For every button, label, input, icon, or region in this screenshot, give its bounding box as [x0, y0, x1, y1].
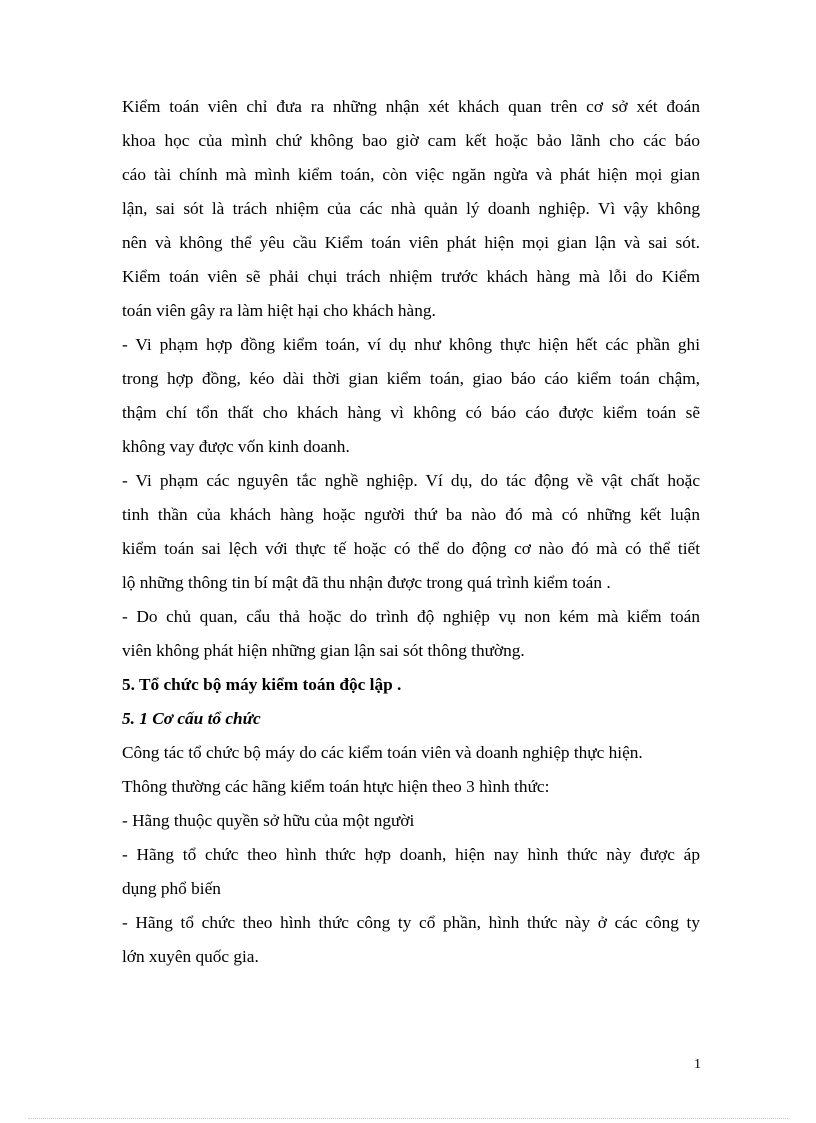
text-line: Kiểm toán viên chỉ đưa ra những nhận xét khách quan trên cơ sở xét đoán: [122, 97, 700, 116]
text-line: Công tác tổ chức bộ máy do các kiểm toán viên và doanh nghiệp thực hiện.: [122, 743, 643, 762]
text-line: - Vi phạm hợp đồng kiểm toán, ví dụ như không thực hiện hết các phần ghi: [122, 335, 700, 354]
text-line: khoa học của mình chứ không bao giờ cam kết hoặc bảo lãnh cho các báo: [122, 131, 700, 150]
text-line: - Do chủ quan, cẩu thả hoặc do trình độ nghiệp vụ non kém mà kiểm toán: [122, 607, 700, 626]
text-line: trong hợp đồng, kéo dài thời gian kiểm toán, giao báo cáo kiểm toán chậm,: [122, 369, 700, 388]
text-line: - Hãng tổ chức theo hình thức công ty cổ phần, hình thức này ở các công ty: [122, 913, 700, 932]
page-bottom-divider: [28, 1118, 788, 1119]
text-line: toán viên gây ra làm hiệt hại cho khách hàng.: [122, 301, 436, 320]
text-line: - Vi phạm các nguyên tắc nghề nghiệp. Ví dụ, do tác động về vật chất hoặc: [122, 471, 700, 490]
page-number: 1: [694, 1057, 701, 1072]
text-line: không vay được vốn kinh doanh.: [122, 437, 350, 456]
text-line: - Hãng tổ chức theo hình thức hợp doanh, hiện nay hình thức này được áp: [122, 845, 700, 864]
text-line: lớn xuyên quốc gia.: [122, 947, 259, 966]
text-line: thậm chí tổn thất cho khách hàng vì không có báo cáo được kiểm toán sẽ: [122, 403, 700, 422]
text-line: Thông thường các hãng kiểm toán htực hiện theo 3 hình thức:: [122, 777, 550, 796]
text-line: lận, sai sót là trách nhiệm của các nhà quản lý doanh nghiệp. Vì vậy không: [122, 199, 700, 218]
text-line: Kiểm toán viên sẽ phải chụi trách nhiệm trước khách hàng mà lỗi do Kiểm: [122, 267, 700, 286]
text-line: cáo tài chính mà mình kiểm toán, còn việc ngăn ngừa và phát hiện mọi gian: [122, 165, 700, 184]
subsection-heading: 5. 1 Cơ cấu tổ chức: [122, 709, 261, 728]
text-line: viên không phát hiện những gian lận sai sót thông thường.: [122, 641, 525, 660]
text-line: kiểm toán sai lệch với thực tế hoặc có thể do động cơ nào đó mà có thể tiết: [122, 539, 700, 558]
section-heading: 5. Tổ chức bộ máy kiểm toán độc lập .: [122, 675, 402, 694]
text-line: nên và không thể yêu cầu Kiểm toán viên phát hiện mọi gian lận và sai sót.: [122, 233, 700, 252]
text-line: - Hãng thuộc quyền sở hữu của một người: [122, 811, 415, 830]
text-line: dụng phổ biến: [122, 879, 221, 898]
text-line: lộ những thông tin bí mật đã thu nhận được trong quá trình kiểm toán .: [122, 573, 611, 592]
text-line: tinh thần của khách hàng hoặc người thứ ba nào đó mà có những kết luận: [122, 505, 700, 524]
